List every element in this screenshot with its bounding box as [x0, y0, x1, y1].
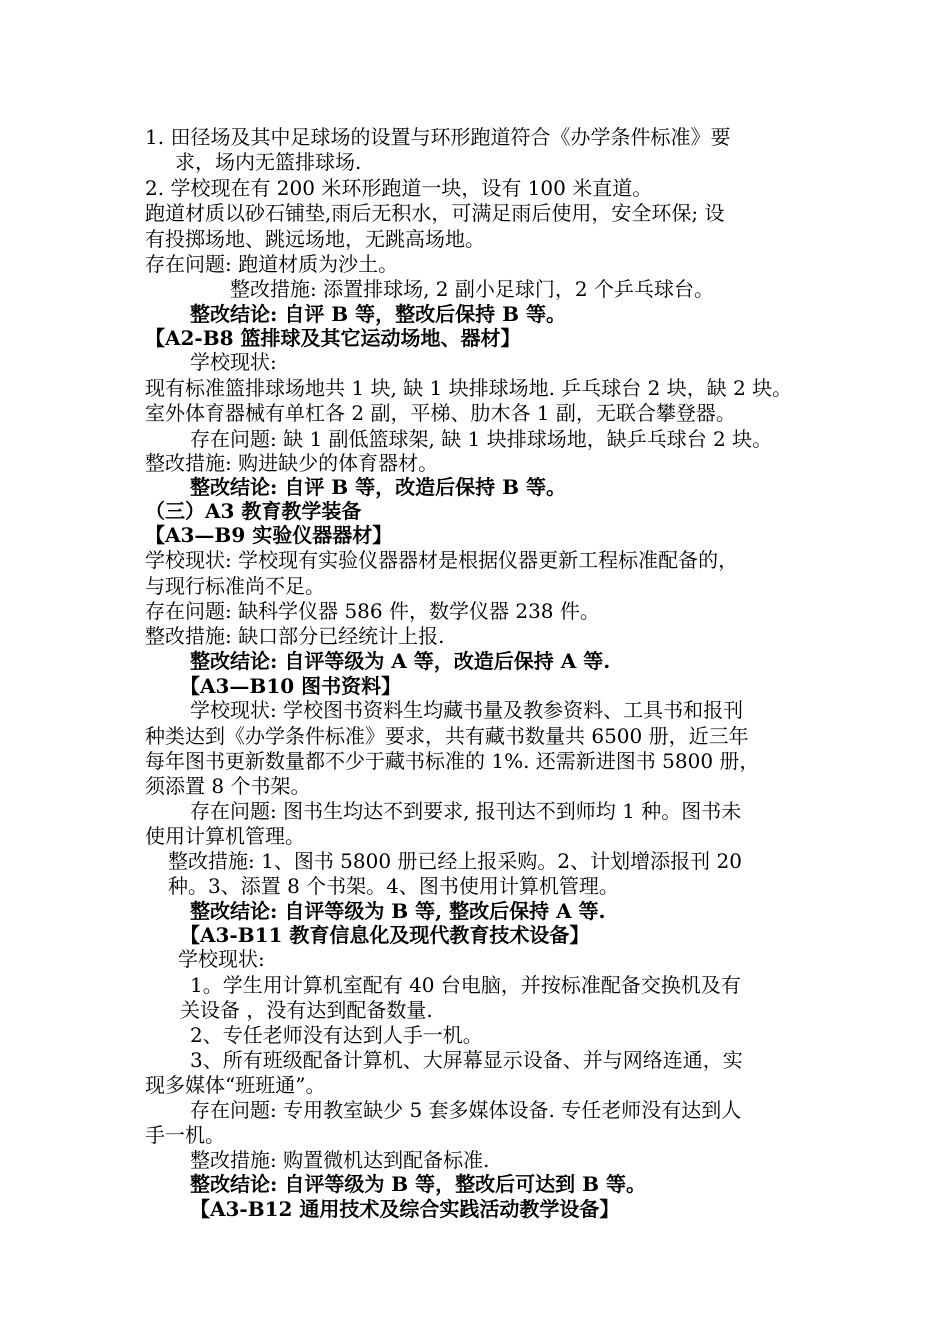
text-line: 求，场内无篮排球场. [175, 150, 362, 174]
section-heading: （三）A3 教育教学装备 [145, 499, 362, 523]
section-heading: 【A3-B11 教育信息化及现代教育技术设备】 [180, 923, 590, 947]
text-line: 存在问题: 图书生均达不到要求, 报刊达不到师均 1 种。图书未 [190, 799, 742, 823]
text-line: 整改措施: 缺口部分已经统计上报. [145, 624, 445, 648]
section-heading: 【A3-B12 通用技术及综合实践活动教学设备】 [190, 1197, 620, 1221]
section-heading: 【A3—B9 实验仪器器材】 [145, 523, 393, 547]
text-line: 学校现状: [178, 947, 265, 971]
conclusion-line: 整改结论: 自评等级为 A 等，改造后保持 A 等. [190, 649, 611, 673]
text-line: 学校现状: 学校图书资料生均藏书量及教参资料、工具书和报刊 [190, 698, 744, 722]
text-line: 室外体育器械有单杠各 2 副，平梯、肋木各 1 副，无联合攀登器。 [145, 401, 736, 425]
conclusion-line: 整改结论: 自评 B 等，整改后保持 B 等。 [190, 302, 567, 326]
text-line: 存在问题: 专用教室缺少 5 套多媒体设备. 专任老师没有达到人 [190, 1098, 742, 1122]
text-line: 现有标准篮排球场地共 1 块, 缺 1 块排球场地. 乒乓球台 2 块，缺 2 块。 [145, 376, 793, 400]
text-line: 整改措施: 1、图书 5800 册已经上报采购。2、计划增添报刊 20 [168, 849, 742, 873]
text-line: 整改措施: 购置微机达到配备标准. [190, 1148, 490, 1172]
text-line: 使用计算机管理。 [145, 824, 305, 848]
text-line: 每年图书更新数量都不少于藏书标准的 1%. 还需新进图书 5800 册， [145, 749, 760, 773]
text-line: 3、所有班级配备计算机、大屏幕显示设备、并与网络连通，实 [190, 1048, 743, 1072]
text-line: 2. 学校现在有 200 米环形跑道一块，设有 100 米直道。 [145, 176, 653, 200]
text-line: 存在问题: 缺 1 副低篮球架, 缺 1 块排球场地，缺乒乓球台 2 块。 [190, 427, 773, 451]
text-line: 2、专任老师没有达到人手一机。 [190, 1023, 483, 1047]
text-line: 1. 田径场及其中足球场的设置与环形跑道符合《办学条件标准》要 [145, 125, 731, 149]
text-line: 整改措施: 购进缺少的体育器材。 [145, 451, 439, 475]
conclusion-line: 整改结论: 自评 B 等，改造后保持 B 等。 [190, 475, 567, 499]
conclusion-line: 整改结论: 自评等级为 B 等，整改后可达到 B 等。 [190, 1172, 647, 1196]
section-heading: 【A2-B8 篮排球及其它运动场地、器材】 [145, 326, 521, 350]
text-line: 关设备 ，没有达到配备数量. [180, 998, 433, 1022]
text-line: 种。3、添置 8 个书架。4、图书使用计算机管理。 [168, 874, 619, 898]
text-line: 跑道材质以砂石铺垫,雨后无积水，可满足雨后使用，安全环保; 设 [145, 201, 725, 225]
text-line: 学校现状: 学校现有实验仪器器材是根据仪器更新工程标准配备的， [145, 548, 739, 572]
text-line: 与现行标准尚不足。 [145, 574, 325, 598]
text-line: 学校现状: [190, 350, 277, 374]
text-line: 存在问题: 跑道材质为沙土。 [145, 252, 399, 276]
section-heading: 【A3—B10 图书资料】 [180, 674, 402, 698]
text-line: 须添置 8 个书架。 [145, 774, 311, 798]
text-line: 种类达到《办学条件标准》要求，共有藏书数量共 6500 册，近三年 [145, 724, 749, 748]
text-line: 1。学生用计算机室配有 40 台电脑，并按标准配备交换机及有 [190, 973, 741, 997]
text-line: 存在问题: 缺科学仪器 586 件，数学仪器 238 件。 [145, 599, 600, 623]
text-line: 有投掷场地、跳远场地，无跳高场地。 [145, 227, 485, 251]
text-line: 手一机。 [145, 1123, 225, 1147]
conclusion-line: 整改结论: 自评等级为 B 等, 整改后保持 A 等. [190, 899, 606, 923]
text-line: 整改措施: 添置排球场, 2 副小足球门，2 个乒乓球台。 [230, 277, 714, 301]
text-line: 现多媒体“班班通”。 [145, 1073, 326, 1097]
